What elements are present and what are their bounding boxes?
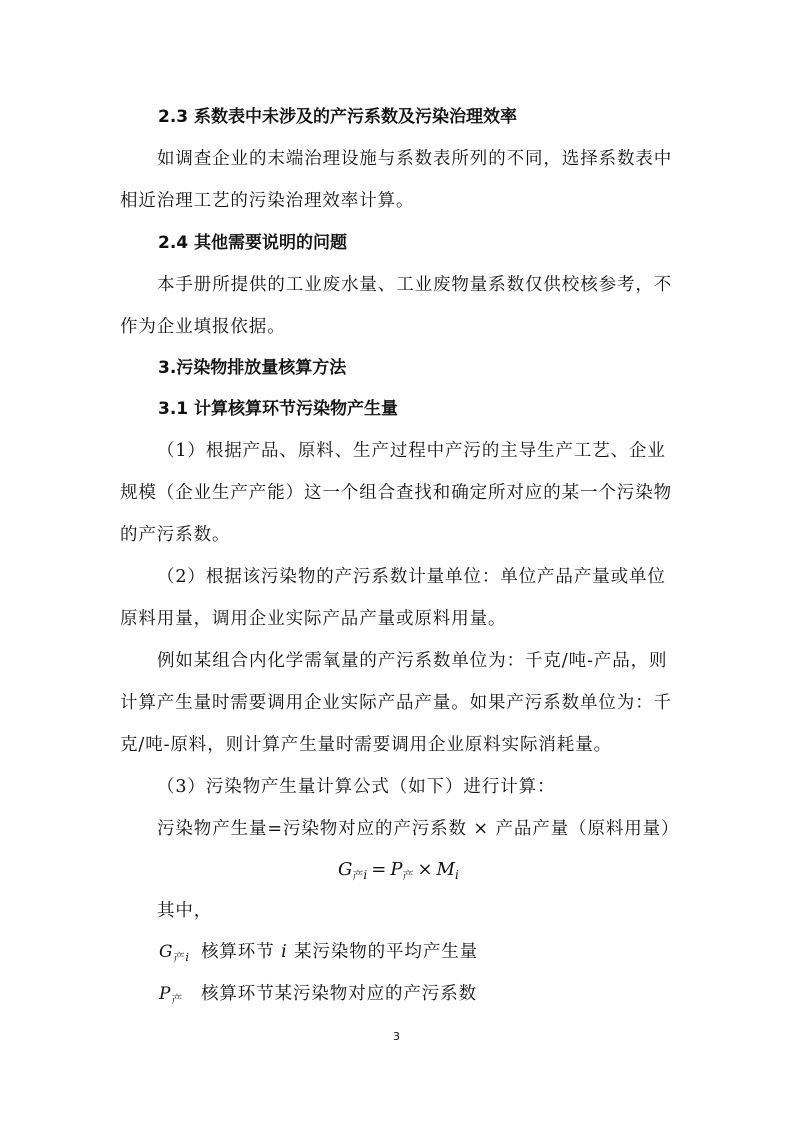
- definition-g: [159, 940, 478, 970]
- paragraph-line: 计算产生量时需要调用企业实际产品产量。如果产污系数单位为：千: [120, 693, 672, 713]
- heading-3-1: 3.1 计算核算环节污染物产生量: [158, 399, 399, 419]
- paragraph-line: （1）根据产品、原料、生产过程中产污的主导生产工艺、企业: [157, 441, 666, 461]
- formula-m-idx: i: [454, 868, 459, 882]
- heading-2-4: 2.4 其他需要说明的问题: [158, 233, 348, 253]
- paragraph-line: 例如某组合内化学需氧量的产污系数单位为：千克/吨-产品，则: [157, 651, 668, 671]
- formula-p: P: [390, 859, 403, 880]
- paragraph-line: 如调查企业的末端治理设施与系数表所列的不同，选择系数表中: [157, 149, 673, 169]
- definition-p: [159, 982, 477, 1012]
- formula-m: M: [436, 859, 455, 880]
- paragraph-line: 规模（企业生产产能）这一个组合查找和确定所对应的某一个污染物: [120, 483, 672, 503]
- paragraph-line: 作为企业填报依据。: [120, 317, 286, 337]
- formula-text: 污染物产生量=污染物对应的产污系数 × 产品产量（原料用量）: [157, 819, 680, 839]
- paragraph-line: 原料用量，调用企业实际产品产量或原料用量。: [120, 609, 507, 629]
- formula-p-sub: 产: [402, 869, 414, 882]
- paragraph-line: （3）污染物产生量计算公式（如下）进行计算：: [157, 777, 556, 797]
- formula-equals: =: [371, 859, 387, 880]
- paragraph-line: 克/吨-原料，则计算产生量时需要调用企业原料实际消耗量。: [120, 735, 613, 755]
- definition-p-desc: 核算环节某污染物对应的产污系数: [201, 984, 477, 1004]
- formula-g-idx: i: [363, 868, 368, 882]
- formula-equation: [338, 858, 459, 888]
- heading-3: 3.污染物排放量核算方法: [158, 358, 347, 378]
- paragraph-line: （2）根据该污染物的产污系数计量单位：单位产品产量或单位: [157, 567, 666, 587]
- paragraph-line: 相近治理工艺的污染治理效率计算。: [120, 191, 415, 211]
- definition-g-desc: 核算环节 i 某污染物的平均产生量: [201, 942, 479, 962]
- formula-g-sub: 产: [352, 869, 364, 882]
- paragraph-line: 的产污系数。: [120, 525, 231, 545]
- definition-p-symbol: $P_产$: [159, 984, 184, 1006]
- paragraph-line: 本手册所提供的工业废水量、工业废物量系数仅供校核参考，不: [157, 275, 673, 295]
- page-number: 3: [393, 1030, 400, 1043]
- where-label: 其中，: [157, 901, 213, 921]
- formula-g: G: [338, 859, 353, 880]
- formula-times: ×: [417, 859, 433, 880]
- definition-g-symbol: $G_{产i}$: [159, 942, 190, 964]
- heading-2-3: 2.3 系数表中未涉及的产污系数及污染治理效率: [158, 107, 518, 127]
